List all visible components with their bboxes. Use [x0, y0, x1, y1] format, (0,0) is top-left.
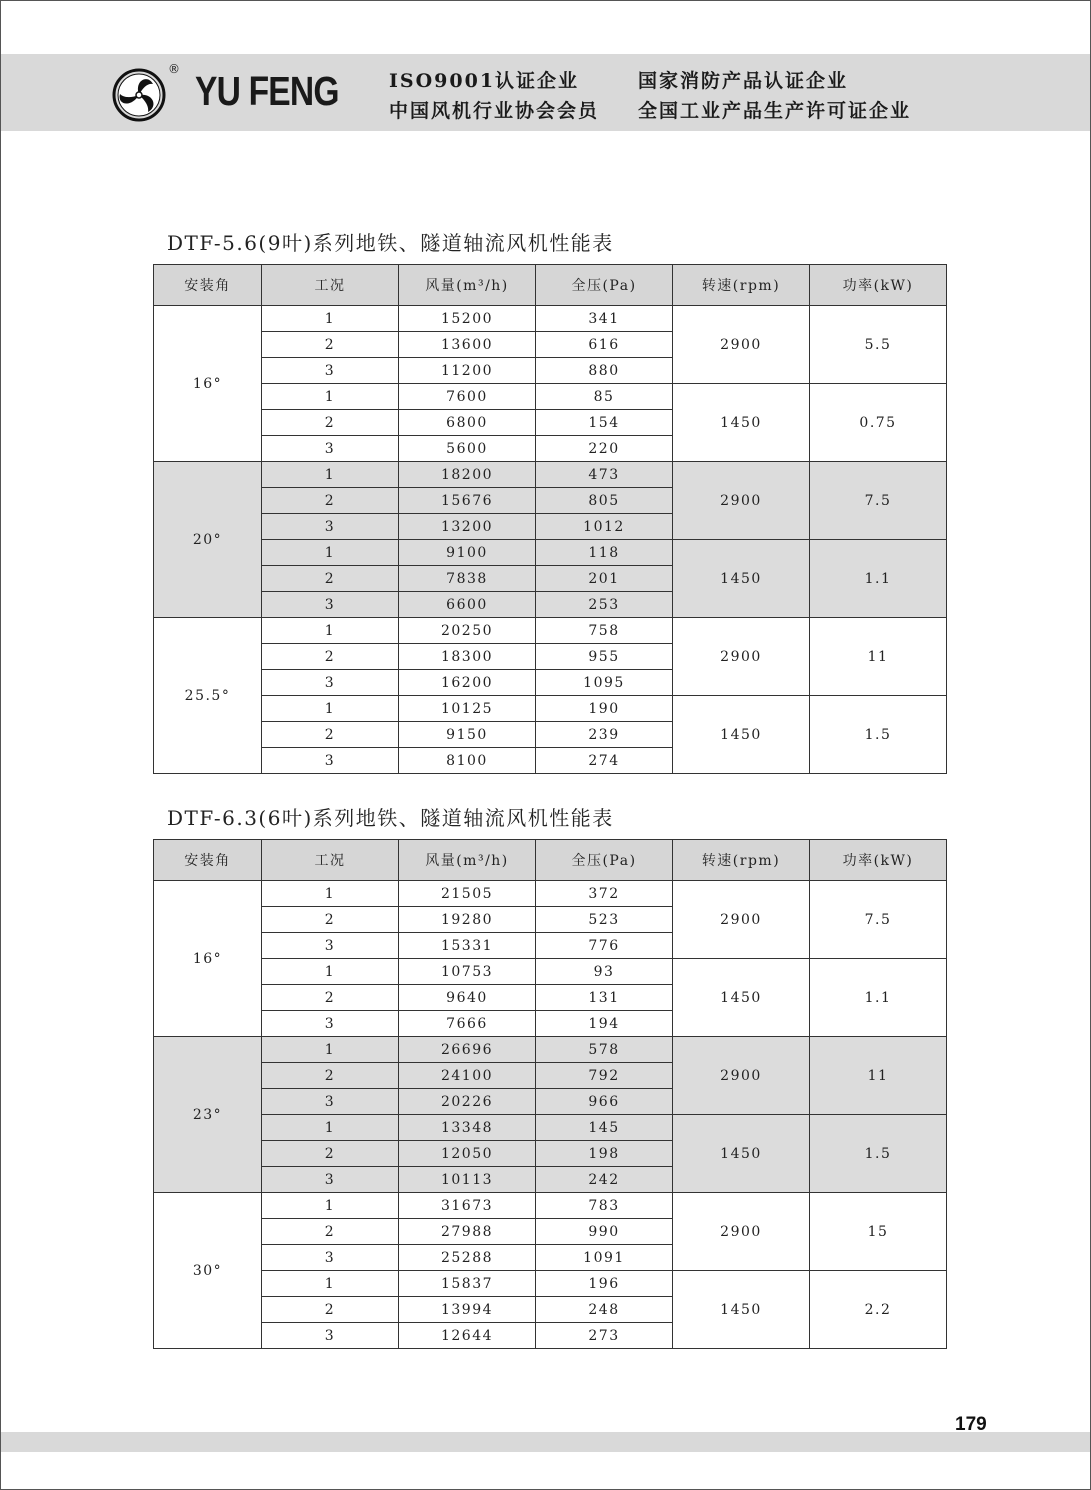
- install-angle-cell: 23°: [154, 1037, 262, 1193]
- condition-cell: 2: [262, 722, 399, 748]
- airflow-cell: 7666: [399, 1011, 536, 1037]
- install-angle-cell: 16°: [154, 306, 262, 462]
- airflow-cell: 9640: [399, 985, 536, 1011]
- airflow-cell: 13348: [399, 1115, 536, 1141]
- airflow-cell: 20226: [399, 1089, 536, 1115]
- registered-mark: ®: [168, 62, 180, 76]
- pressure-cell: 578: [536, 1037, 673, 1063]
- pressure-cell: 805: [536, 488, 673, 514]
- condition-cell: 3: [262, 1089, 399, 1115]
- table-row: [154, 1115, 947, 1141]
- pressure-cell: 273: [536, 1323, 673, 1349]
- table-row: [154, 1193, 947, 1219]
- pressure-cell: 1091: [536, 1245, 673, 1271]
- airflow-cell: 19280: [399, 907, 536, 933]
- pressure-cell: 372: [536, 881, 673, 907]
- condition-cell: 2: [262, 488, 399, 514]
- pressure-cell: 776: [536, 933, 673, 959]
- speed-cell: 2900: [673, 881, 810, 959]
- table-row: [154, 618, 947, 644]
- pressure-cell: 190: [536, 696, 673, 722]
- table-header-row: [154, 265, 947, 306]
- speed-cell: 1450: [673, 696, 810, 774]
- table-1-title: DTF-5.6(9叶)系列地铁、隧道轴流风机性能表: [167, 231, 614, 255]
- page-number: 179: [955, 1414, 987, 1435]
- airflow-cell: 7838: [399, 566, 536, 592]
- table-row: [154, 462, 947, 488]
- table-row: [154, 881, 947, 907]
- condition-cell: 1: [262, 1271, 399, 1297]
- pressure-cell: 196: [536, 1271, 673, 1297]
- airflow-cell: 15331: [399, 933, 536, 959]
- condition-cell: 2: [262, 644, 399, 670]
- table-header-row: [154, 840, 947, 881]
- airflow-cell: 15676: [399, 488, 536, 514]
- airflow-cell: 15200: [399, 306, 536, 332]
- airflow-cell: 10125: [399, 696, 536, 722]
- airflow-cell: 27988: [399, 1219, 536, 1245]
- condition-cell: 2: [262, 1219, 399, 1245]
- certification-association-member: 中国风机行业协会会员: [389, 100, 600, 122]
- speed-cell: 1450: [673, 540, 810, 618]
- pressure-cell: 758: [536, 618, 673, 644]
- pressure-cell: 473: [536, 462, 673, 488]
- pressure-cell: 201: [536, 566, 673, 592]
- condition-cell: 3: [262, 358, 399, 384]
- airflow-cell: 25288: [399, 1245, 536, 1271]
- pressure-cell: 966: [536, 1089, 673, 1115]
- col-header-airflow: 风量(m³/h): [399, 840, 536, 881]
- pressure-cell: 248: [536, 1297, 673, 1323]
- airflow-cell: 18300: [399, 644, 536, 670]
- condition-cell: 1: [262, 1193, 399, 1219]
- condition-cell: 1: [262, 959, 399, 985]
- speed-cell: 2900: [673, 306, 810, 384]
- table-row: [154, 696, 947, 722]
- condition-cell: 2: [262, 907, 399, 933]
- table-2-title: DTF-6.3(6叶)系列地铁、隧道轴流风机性能表: [167, 806, 614, 830]
- condition-cell: 2: [262, 332, 399, 358]
- pressure-cell: 616: [536, 332, 673, 358]
- airflow-cell: 16200: [399, 670, 536, 696]
- condition-cell: 3: [262, 1011, 399, 1037]
- table-row: [154, 384, 947, 410]
- speed-cell: 1450: [673, 1115, 810, 1193]
- performance-table-dtf-6-3: [153, 839, 947, 1349]
- pressure-cell: 194: [536, 1011, 673, 1037]
- table-row: [154, 306, 947, 332]
- pressure-cell: 523: [536, 907, 673, 933]
- airflow-cell: 13200: [399, 514, 536, 540]
- speed-cell: 1450: [673, 1271, 810, 1349]
- certification-production-license: 全国工业产品生产许可证企业: [638, 100, 912, 122]
- condition-cell: 1: [262, 618, 399, 644]
- pressure-cell: 783: [536, 1193, 673, 1219]
- col-header-speed: 转速(rpm): [673, 840, 810, 881]
- airflow-cell: 10113: [399, 1167, 536, 1193]
- certification-iso9001: ISO9001认证企业: [389, 70, 580, 92]
- condition-cell: 3: [262, 514, 399, 540]
- condition-cell: 2: [262, 1063, 399, 1089]
- condition-cell: 3: [262, 1245, 399, 1271]
- airflow-cell: 18200: [399, 462, 536, 488]
- power-cell: 7.5: [810, 881, 947, 959]
- pressure-cell: 198: [536, 1141, 673, 1167]
- condition-cell: 1: [262, 306, 399, 332]
- condition-cell: 1: [262, 540, 399, 566]
- speed-cell: 2900: [673, 462, 810, 540]
- pressure-cell: 239: [536, 722, 673, 748]
- pressure-cell: 220: [536, 436, 673, 462]
- airflow-cell: 26696: [399, 1037, 536, 1063]
- airflow-cell: 9100: [399, 540, 536, 566]
- pressure-cell: 93: [536, 959, 673, 985]
- col-header-condition: 工况: [262, 840, 399, 881]
- airflow-cell: 24100: [399, 1063, 536, 1089]
- airflow-cell: 9150: [399, 722, 536, 748]
- airflow-cell: 5600: [399, 436, 536, 462]
- condition-cell: 3: [262, 1167, 399, 1193]
- airflow-cell: 8100: [399, 748, 536, 774]
- power-cell: 0.75: [810, 384, 947, 462]
- install-angle-cell: 30°: [154, 1193, 262, 1349]
- pressure-cell: 990: [536, 1219, 673, 1245]
- pressure-cell: 1012: [536, 514, 673, 540]
- pressure-cell: 880: [536, 358, 673, 384]
- speed-cell: 2900: [673, 1193, 810, 1271]
- pressure-cell: 85: [536, 384, 673, 410]
- col-header-airflow: 风量(m³/h): [399, 265, 536, 306]
- condition-cell: 1: [262, 881, 399, 907]
- condition-cell: 1: [262, 462, 399, 488]
- pressure-cell: 154: [536, 410, 673, 436]
- condition-cell: 2: [262, 410, 399, 436]
- table-row: [154, 540, 947, 566]
- speed-cell: 1450: [673, 959, 810, 1037]
- condition-cell: 1: [262, 384, 399, 410]
- airflow-cell: 6800: [399, 410, 536, 436]
- table-row: [154, 1037, 947, 1063]
- pressure-cell: 792: [536, 1063, 673, 1089]
- power-cell: 1.1: [810, 540, 947, 618]
- airflow-cell: 21505: [399, 881, 536, 907]
- speed-cell: 2900: [673, 618, 810, 696]
- airflow-cell: 10753: [399, 959, 536, 985]
- col-header-angle: 安装角: [154, 265, 262, 306]
- col-header-pressure: 全压(Pa): [536, 265, 673, 306]
- col-header-pressure: 全压(Pa): [536, 840, 673, 881]
- airflow-cell: 13600: [399, 332, 536, 358]
- table-row: [154, 1271, 947, 1297]
- table-row: [154, 959, 947, 985]
- airflow-cell: 12644: [399, 1323, 536, 1349]
- pressure-cell: 145: [536, 1115, 673, 1141]
- condition-cell: 2: [262, 985, 399, 1011]
- fan-logo-icon: [112, 68, 166, 122]
- pressure-cell: 341: [536, 306, 673, 332]
- airflow-cell: 20250: [399, 618, 536, 644]
- footer-band: [1, 1432, 1090, 1452]
- airflow-cell: 12050: [399, 1141, 536, 1167]
- condition-cell: 3: [262, 933, 399, 959]
- airflow-cell: 31673: [399, 1193, 536, 1219]
- power-cell: 5.5: [810, 306, 947, 384]
- condition-cell: 3: [262, 592, 399, 618]
- condition-cell: 3: [262, 748, 399, 774]
- power-cell: 11: [810, 618, 947, 696]
- performance-table-dtf-5-6: [153, 264, 947, 774]
- condition-cell: 2: [262, 1297, 399, 1323]
- install-angle-cell: 20°: [154, 462, 262, 618]
- certification-fire-product: 国家消防产品认证企业: [638, 70, 849, 92]
- install-angle-cell: 25.5°: [154, 618, 262, 774]
- pressure-cell: 253: [536, 592, 673, 618]
- condition-cell: 3: [262, 436, 399, 462]
- condition-cell: 1: [262, 696, 399, 722]
- pressure-cell: 274: [536, 748, 673, 774]
- pressure-cell: 131: [536, 985, 673, 1011]
- airflow-cell: 15837: [399, 1271, 536, 1297]
- pressure-cell: 955: [536, 644, 673, 670]
- pressure-cell: 1095: [536, 670, 673, 696]
- col-header-condition: 工况: [262, 265, 399, 306]
- airflow-cell: 11200: [399, 358, 536, 384]
- col-header-speed: 转速(rpm): [673, 265, 810, 306]
- airflow-cell: 6600: [399, 592, 536, 618]
- pressure-cell: 242: [536, 1167, 673, 1193]
- condition-cell: 2: [262, 1141, 399, 1167]
- col-header-power: 功率(kW): [810, 265, 947, 306]
- power-cell: 1.5: [810, 1115, 947, 1193]
- power-cell: 1.5: [810, 696, 947, 774]
- condition-cell: 1: [262, 1037, 399, 1063]
- speed-cell: 1450: [673, 384, 810, 462]
- condition-cell: 3: [262, 1323, 399, 1349]
- condition-cell: 3: [262, 670, 399, 696]
- condition-cell: 2: [262, 566, 399, 592]
- power-cell: 2.2: [810, 1271, 947, 1349]
- power-cell: 11: [810, 1037, 947, 1115]
- col-header-angle: 安装角: [154, 840, 262, 881]
- condition-cell: 1: [262, 1115, 399, 1141]
- speed-cell: 2900: [673, 1037, 810, 1115]
- power-cell: 1.1: [810, 959, 947, 1037]
- airflow-cell: 13994: [399, 1297, 536, 1323]
- install-angle-cell: 16°: [154, 881, 262, 1037]
- col-header-power: 功率(kW): [810, 840, 947, 881]
- pressure-cell: 118: [536, 540, 673, 566]
- airflow-cell: 7600: [399, 384, 536, 410]
- power-cell: 15: [810, 1193, 947, 1271]
- brand-name: YU FENG: [195, 68, 339, 114]
- power-cell: 7.5: [810, 462, 947, 540]
